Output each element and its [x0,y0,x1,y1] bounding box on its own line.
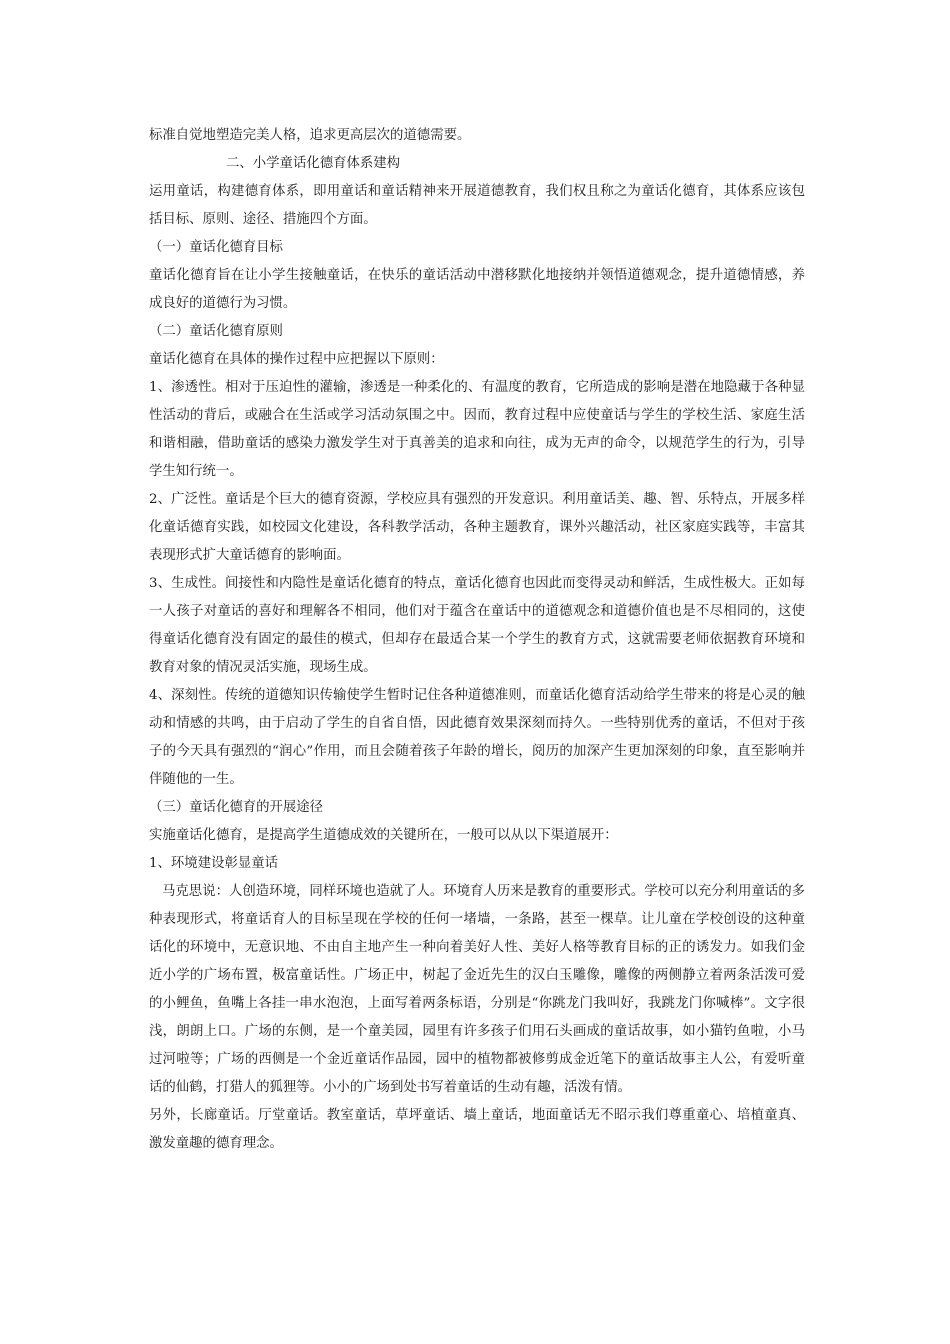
document-page [149,122,805,1158]
paragraph-intro: 运用童话，构建德育体系，即用童话和童话精神来开展道德教育，我们权且称之为童话化德育，其体系应该包括目标、原则、途径、措施四个方面。 [149,184,805,227]
paragraph-principles-intro: 童话化德育在具体的操作过程中应把握以下原则： [149,352,444,367]
paragraph-principle-2: 2、广泛性。童话是个巨大的德育资源，学校应具有强烈的开发意识。利用童话美、趣、智、乐特点，开展多样化童话德育实践，如校园文化建设，各科教学活动，各种主题教育，课外兴趣活动，社区家庭实践等，丰富其表现形式扩大童话德育的影响面。 [149,492,805,563]
paragraph-continuation: 标准自觉地塑造完美人格，追求更高层次的道德需要。 [149,128,471,143]
paragraph-principle-4: 4、深刻性。传统的道德知识传输使学生暂时记住各种道德准则，而童话化德育活动给学生带来的将是心灵的触动和情感的共鸣，由于启动了学生的自省自悟，因此德育效果深刻而持久。一些特别优秀的童话，不但对于孩子的今天具有强烈的“润心”作用，而且会随着孩子年龄的增长，阅历的加深产生更加深刻的印象，直至影响并伴随他的一生。 [149,688,805,787]
paragraph-goal: 童话化德育旨在让小学生接触童话，在快乐的童话活动中潜移默化地接纳并领悟道德观念，提升道德情感，养成良好的道德行为习惯。 [149,268,805,311]
paragraph-additional: 另外，长廊童话。厅堂童话。教室童话，草坪童话、墙上童话，地面童话无不昭示我们尊重童心、培植童真、激发童趣的德育理念。 [149,1108,805,1151]
subheading-goal: （一）童话化德育目标 [149,240,283,255]
item-environment: 1、环境建设彰显童话 [149,856,279,871]
paragraph-principle-3: 3、生成性。间接性和内隐性是童话化德育的特点，童话化德育也因此而变得灵动和鲜活，生成性极大。正如每一人孩子对童话的喜好和理解各不相同，他们对于蕴含在童话中的道德观念和道德价值也是不尽相同的，这使得童话化德育没有固定的最佳的模式，但却存在最适合某一个学生的教育方式，这就需要老师依据教育环境和教育对象的情况灵活实施，现场生成。 [149,576,805,675]
subheading-approaches: （三）童话化德育的开展途径 [149,800,324,815]
paragraph-environment: 马克思说：人创造环境，同样环境也造就了人。环境育人历来是教育的重要形式。学校可以充分利用童话的多种表现形式，将童话育人的目标呈现在学校的任何一堵墙，一条路，甚至一棵草。让儿童在学校创设的这种童话化的环境中，无意识地、不由自主地产生一种向着美好人性、美好人格等教育目标的正的诱发力。如我们金近小学的广场布置，极富童话性。广场正中，树起了金近先生的汉白玉雕像，雕像的两侧静立着两条活泼可爱的小鲤鱼，鱼嘴上各挂一串水泡泡，上面写着两条标语，分别是“你跳龙门我叫好，我跳龙门你喊棒”。文字很浅，朗朗上口。广场的东侧，是一个童美园，园里有许多孩子们用石头画成的童话故事，如小猫钓鱼啦，小马过河啦等；广场的西侧是一个金近童话作品园，园中的植物都被修剪成金近笔下的童话故事主人公，有爱听童话的仙鹤，打猎人的狐狸等。小小的广场到处书写着童话的生动有趣，活泼有情。 [149,884,805,1095]
paragraph-approaches-intro: 实施童话化德育，是提高学生道德成效的关键所在，一般可以从以下渠道展开： [149,828,618,843]
subheading-principles: （二）童话化德育原则 [149,324,283,339]
paragraph-principle-1: 1、渗透性。相对于压迫性的灌输，渗透是一种柔化的、有温度的教育，它所造成的影响是潜在地隐藏于各种显性活动的背后，或融合在生活或学习活动氛围之中。因而，教育过程中应使童话与学生的学校生活、家庭生活和谐相融，借助童话的感染力激发学生对于真善美的追求和向往，成为无声的命令，以规范学生的行为，引导学生知行统一。 [149,380,805,479]
section-heading-2: 二、小学童话化德育体系建构 [226,156,401,171]
